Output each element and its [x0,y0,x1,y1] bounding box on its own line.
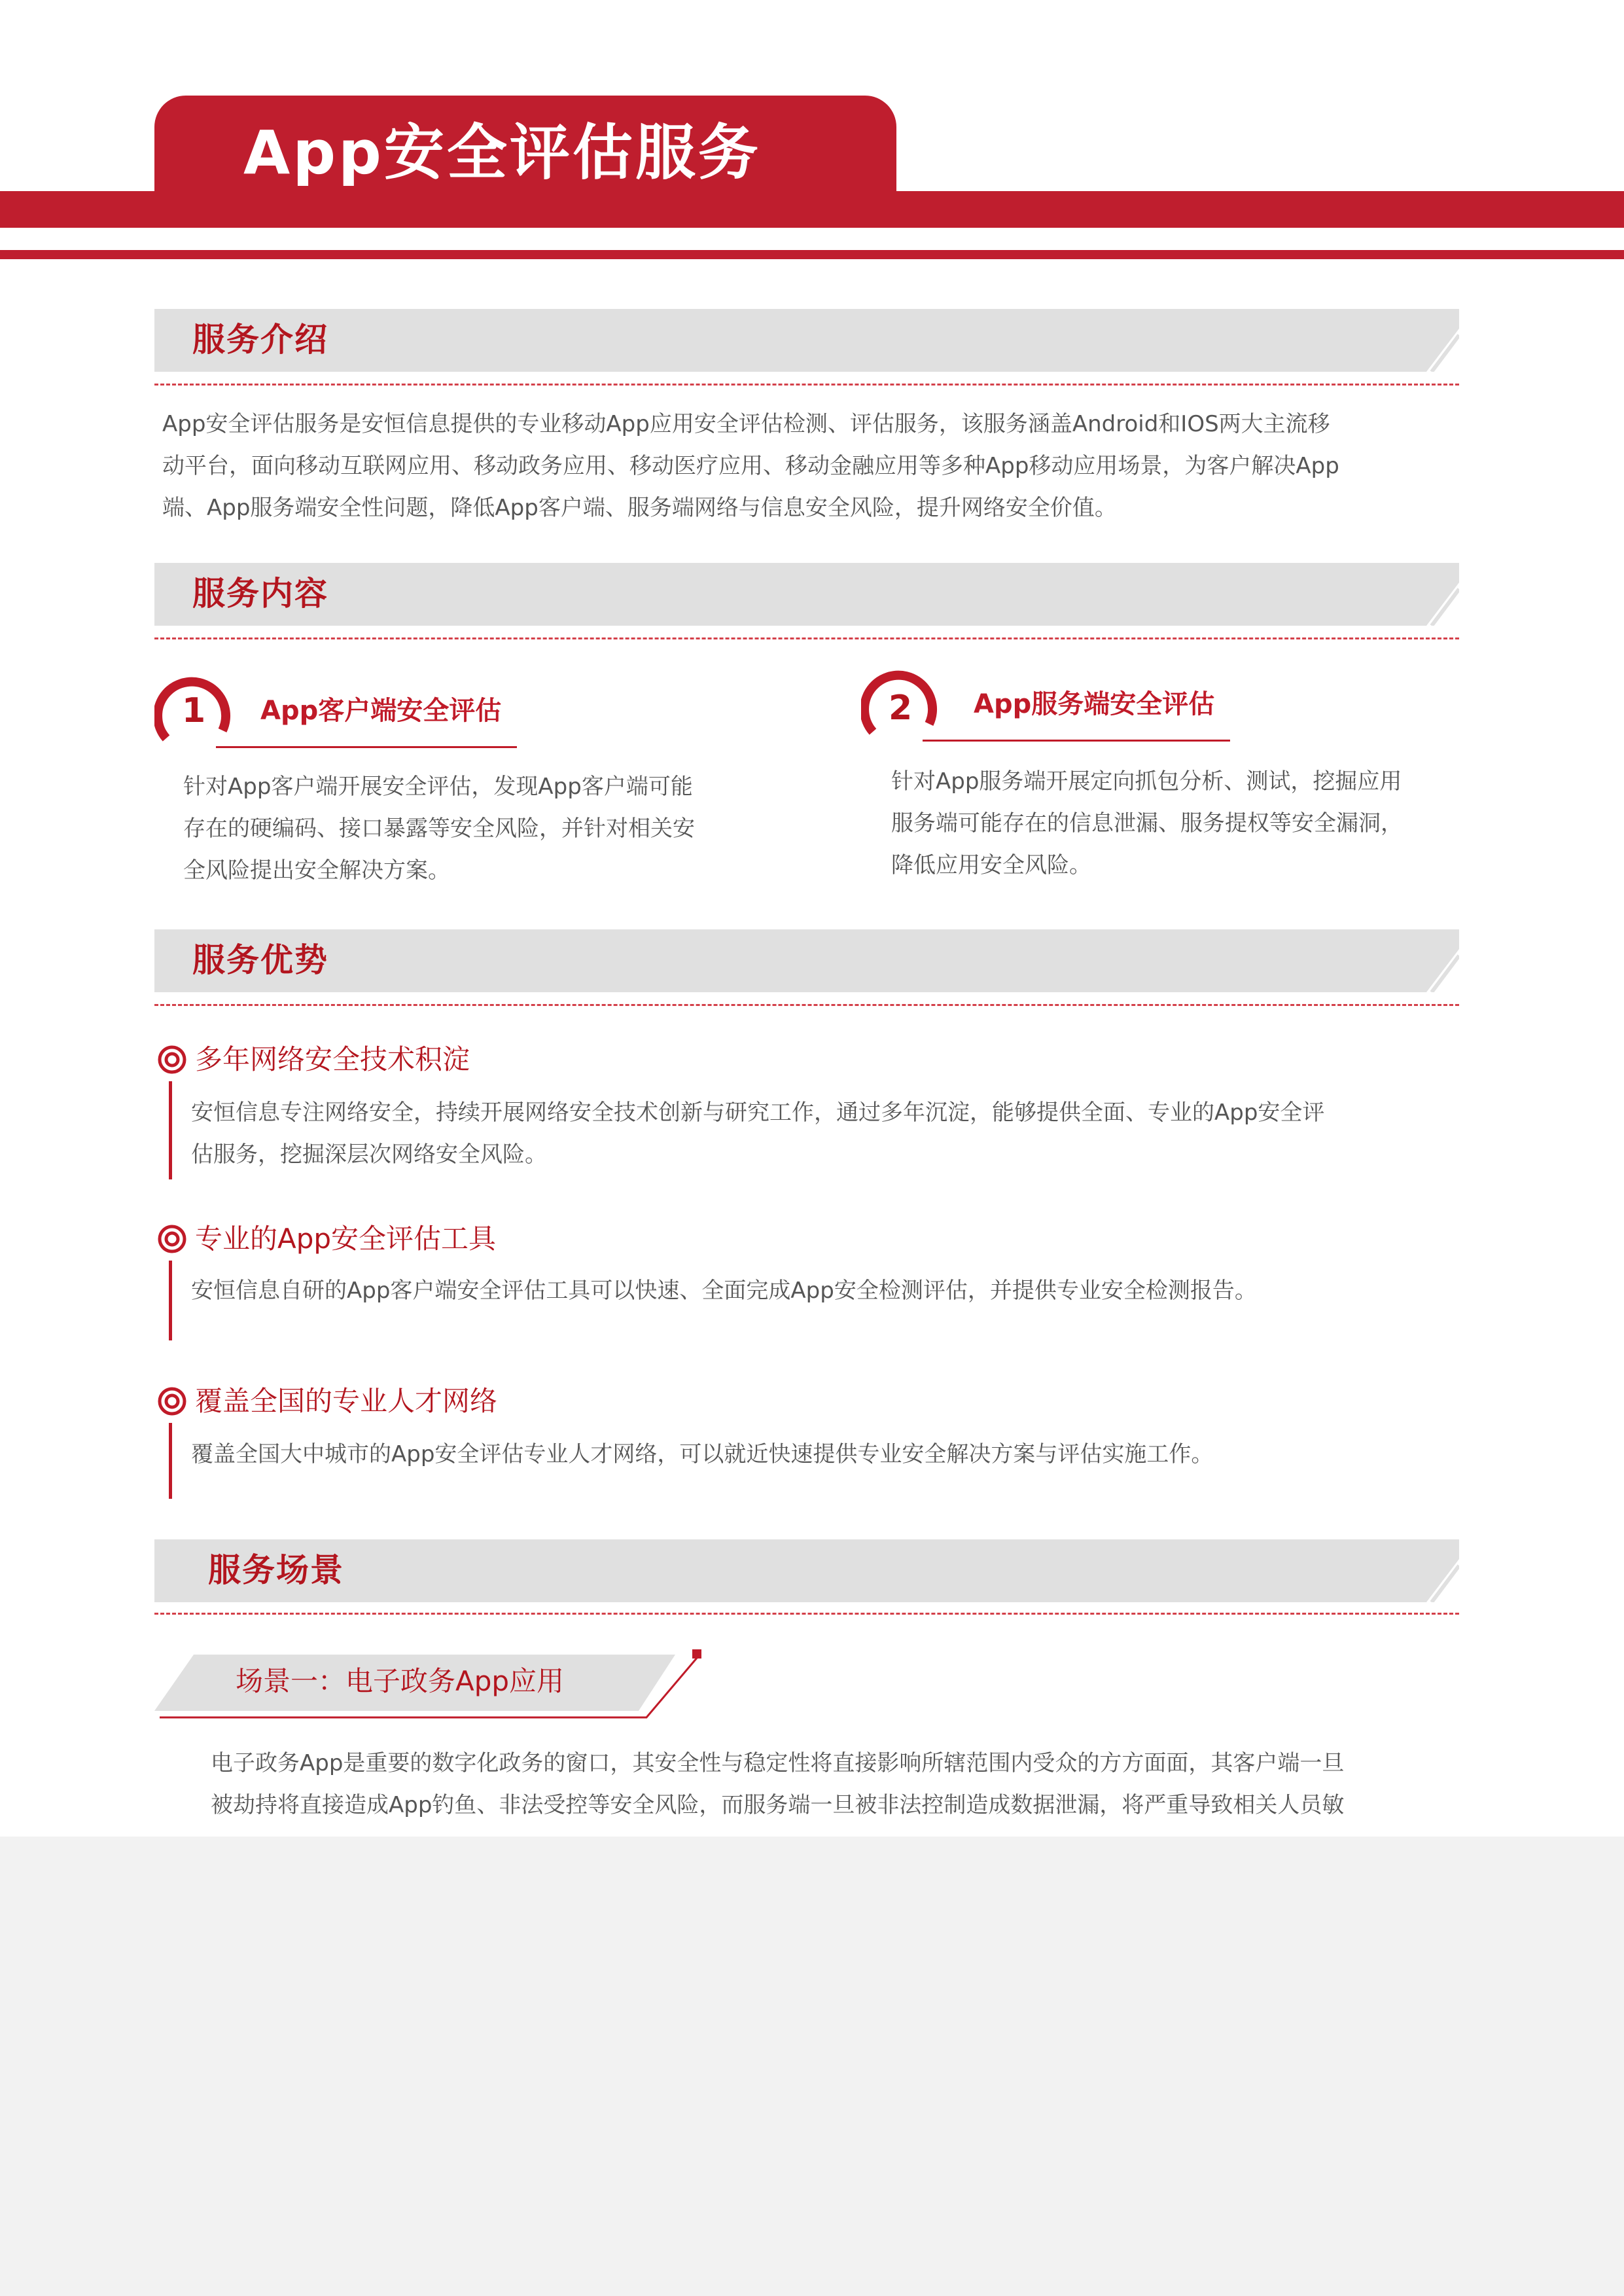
item-paragraph [183,766,772,891]
advantage-vertical-line [169,1081,172,1179]
dashed-divider [154,1613,1459,1615]
item-paragraph [891,761,1480,886]
item-underline [923,740,1230,742]
text-line: 存在的硬编码、接口暴露等安全风险，并针对相关安 [183,816,695,842]
scene-label: 场景一：电子政务App应用 [236,1665,565,1697]
advantage-vertical-line [169,1261,172,1340]
scene-paragraph [211,1742,1467,1826]
dashed-divider [154,1004,1459,1006]
dashed-divider [154,637,1459,639]
advantage-title: 多年网络安全技术积淀 [195,1043,470,1075]
text-line: 服务端可能存在的信息泄漏、服务提权等安全漏洞， [891,810,1403,836]
item-title: App客户端安全评估 [260,696,502,726]
advantage-paragraph [191,1433,1474,1475]
item-underline [216,746,517,748]
advantage-vertical-line [169,1423,172,1499]
section-header-scenes [154,1539,1459,1602]
item-number: 2 [889,689,913,728]
advantage-title: 覆盖全国的专业人才网络 [195,1385,498,1417]
corner-slash-icon [1426,309,1459,372]
text-line: 估服务，挖掘深层次网络安全风险。 [191,1141,547,1168]
text-line: 端、App服务端安全性问题，降低App客户端、服务端网络与信息安全风险，提升网络安全价值。 [162,495,1117,521]
section-title: 服务内容 [192,575,328,613]
section-header-advantages [154,929,1459,992]
advantage-title: 专业的App安全评估工具 [195,1223,497,1255]
corner-slash-icon [1426,929,1459,992]
target-icon [157,1224,187,1254]
text-line: 覆盖全国大中城市的App安全评估专业人才网络，可以就近快速提供专业安全解决方案与评估实施工作。 [191,1441,1214,1467]
target-icon [157,1045,187,1075]
text-line: App安全评估服务是安恒信息提供的专业移动App应用安全评估检测、评估服务，该服务涵盖Android和IOS两大主流移 [162,411,1330,437]
dashed-divider [154,384,1459,386]
text-line: 降低应用安全风险。 [891,852,1091,878]
text-line: 全风险提出安全解决方案。 [183,857,450,884]
target-icon [157,1386,187,1416]
text-line: 安恒信息自研的App客户端安全评估工具可以快速、全面完成App安全检测评估，并提供专业安全检测报告。 [191,1278,1257,1304]
header-thin-rule [0,250,1624,259]
text-line: 针对App客户端开展安全评估，发现App客户端可能 [183,774,693,800]
corner-slash-icon [1426,563,1459,626]
intro-paragraph [162,403,1464,529]
section-title: 服务优势 [192,941,328,979]
text-line: 针对App服务端开展定向抓包分析、测试，挖掘应用 [891,768,1402,795]
text-line: 安恒信息专注网络安全，持续开展网络安全技术创新与研究工作，通过多年沉淀，能够提供全面、专业的App安全评 [191,1100,1325,1126]
advantage-paragraph [191,1270,1474,1312]
text-line: 电子政务App是重要的数字化政务的窗口，其安全性与稳定性将直接影响所辖范围内受众的方方面面，其客户端一旦 [211,1750,1345,1776]
text-line: 动平台，面向移动互联网应用、移动政务应用、移动医疗应用、移动金融应用等多种App移动应用场景，为客户解决App [162,453,1339,479]
section-title: 服务场景 [208,1551,344,1589]
corner-slash-icon [1426,1539,1459,1602]
section-header-content [154,563,1459,626]
header-red-band [0,191,1624,228]
text-line: 被劫持将直接造成App钓鱼、非法受控等安全风险，而服务端一旦被非法控制造成数据泄漏，将严重导致相关人员敏 [211,1792,1345,1818]
section-header-intro [154,309,1459,372]
page-title: App安全评估服务 [243,118,761,188]
section-title: 服务介绍 [192,321,328,359]
item-title: App服务端安全评估 [974,689,1215,719]
item-number: 1 [182,691,206,730]
advantage-paragraph [191,1092,1474,1175]
